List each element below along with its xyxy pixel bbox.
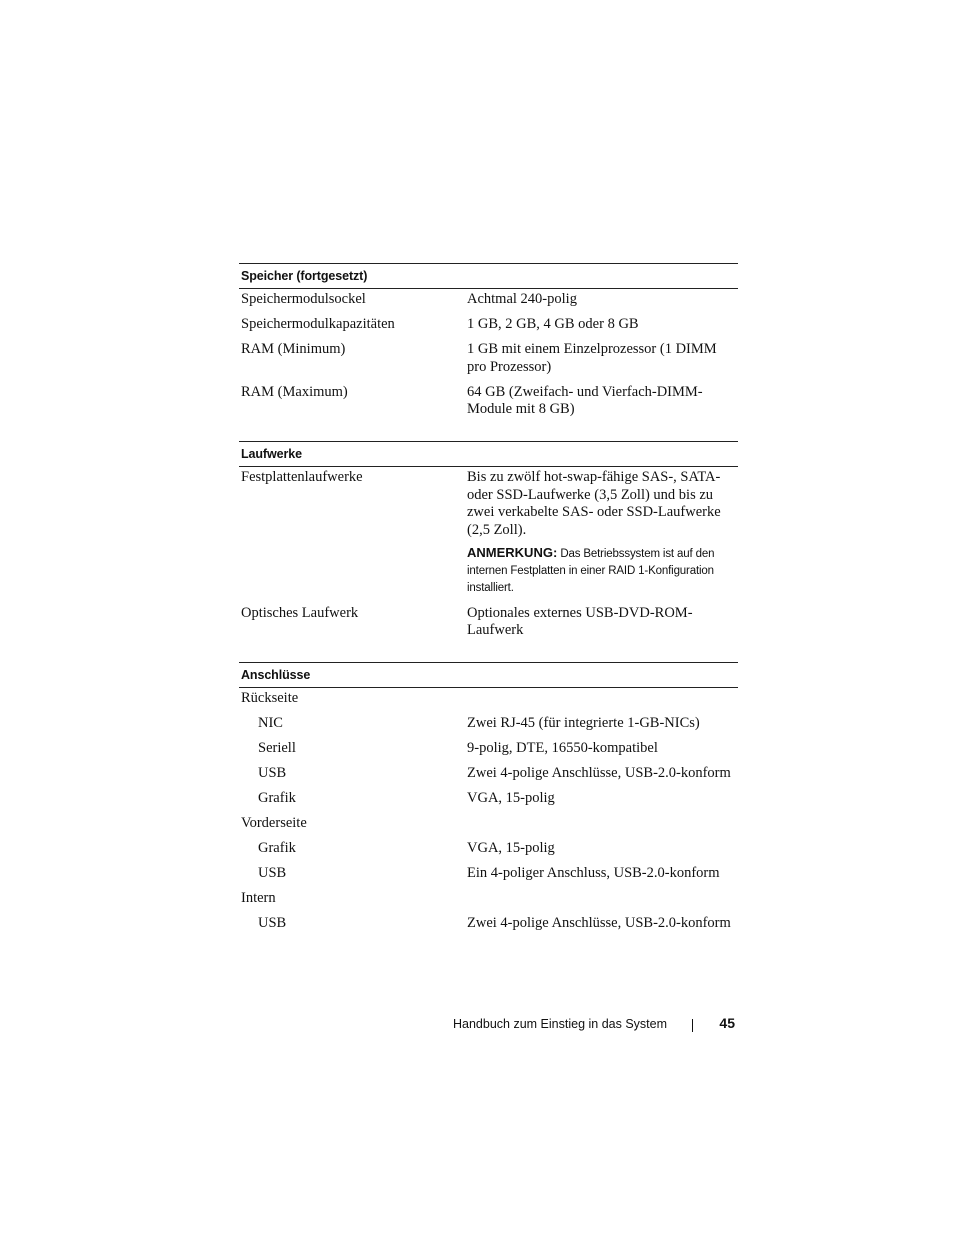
spec-row [239,740,738,758]
spec-value: 1 GB, 2 GB, 4 GB oder 8 GB [467,316,639,332]
spec-row [239,605,738,640]
spec-value: 64 GB (Zweifach- und Vierfach-DIMM-Module mit 8 GB) [467,383,703,417]
spec-label: Festplattenlaufwerke [241,469,363,485]
spec-label: RAM (Minimum) [241,341,346,357]
section-rows-anschluesse [239,688,738,933]
spec-group-label: Rückseite [241,690,299,706]
spec-label: RAM (Maximum) [241,383,348,400]
spec-row [239,316,738,334]
section-gap [239,647,738,662]
spec-label: Speichermodulkapazitäten [241,316,395,332]
spec-label: Optisches Laufwerk [241,604,359,621]
spec-row [239,765,738,783]
spec-row [239,915,738,933]
spec-value [467,815,738,833]
spec-sublabel: Grafik [258,840,296,856]
spec-sublabel: Seriell [258,740,296,756]
spec-group-row [239,815,738,833]
spec-value: VGA, 15-polig [467,840,555,856]
section-rows-laufwerke [239,467,738,640]
spec-sublabel: NIC [258,715,283,731]
spec-sublabel: USB [258,915,287,931]
spec-row [239,341,738,376]
spec-value: Optionales externes USB-DVD-ROM-Laufwerk [467,604,693,638]
section-heading-speicher: Speicher (fortgesetzt) [239,263,738,289]
spec-value: Zwei 4-polige Anschlüsse, USB-2.0-konform [467,765,731,781]
page-footer [0,1014,954,1036]
spec-row [239,790,738,808]
spec-value: Achtmal 240-polig [467,291,577,307]
section-rows-speicher [239,289,738,419]
spec-value: Zwei RJ-45 (für integrierte 1-GB-NICs) [467,715,700,731]
spec-table [239,263,738,940]
spec-group-label: Vorderseite [241,815,307,831]
spec-label: Speichermodulsockel [241,291,366,307]
spec-value: Zwei 4-polige Anschlüsse, USB-2.0-konform [467,915,731,931]
spec-row [239,715,738,733]
note-label: ANMERKUNG: [467,545,558,560]
spec-row [239,384,738,419]
spec-value [467,690,738,708]
footer-separator [692,1019,693,1032]
spec-group-row [239,890,738,908]
spec-value: Bis zu zwölf hot-swap-fähige SAS-, SATA- oder SSD-Laufwerke (3,5 Zoll) und bis zu zwei verkabelte SAS- oder SSD-Laufwerke (2,5 Zoll). [467,469,721,538]
spec-row [239,469,738,597]
spec-row [239,865,738,883]
spec-sublabel: Grafik [258,790,296,806]
page-number: 45 [719,1015,735,1031]
note-text: Das Betriebssystem ist auf den internen Festplatten in einer RAID 1-Konfiguration installiert. [467,548,715,594]
footer-title: Handbuch zum Einstieg in das System [453,1017,667,1031]
spec-value: Ein 4-poliger Anschluss, USB-2.0-konform [467,865,720,881]
section-heading-anschluesse: Anschlüsse [239,662,738,688]
spec-group-row [239,690,738,708]
spec-sublabel: USB [258,865,287,881]
section-gap [239,426,738,441]
spec-sublabel: USB [258,765,287,781]
note-box [467,544,738,597]
section-heading-laufwerke: Laufwerke [239,441,738,467]
spec-row [239,840,738,858]
spec-value: 9-polig, DTE, 16550-kompatibel [467,740,658,756]
spec-value: VGA, 15-polig [467,790,555,806]
spec-row [239,291,738,309]
spec-value [467,890,738,908]
spec-value: 1 GB mit einem Einzelprozessor (1 DIMM pro Prozessor) [467,341,717,375]
spec-value-with-note [467,469,738,597]
spec-group-label: Intern [241,890,276,906]
